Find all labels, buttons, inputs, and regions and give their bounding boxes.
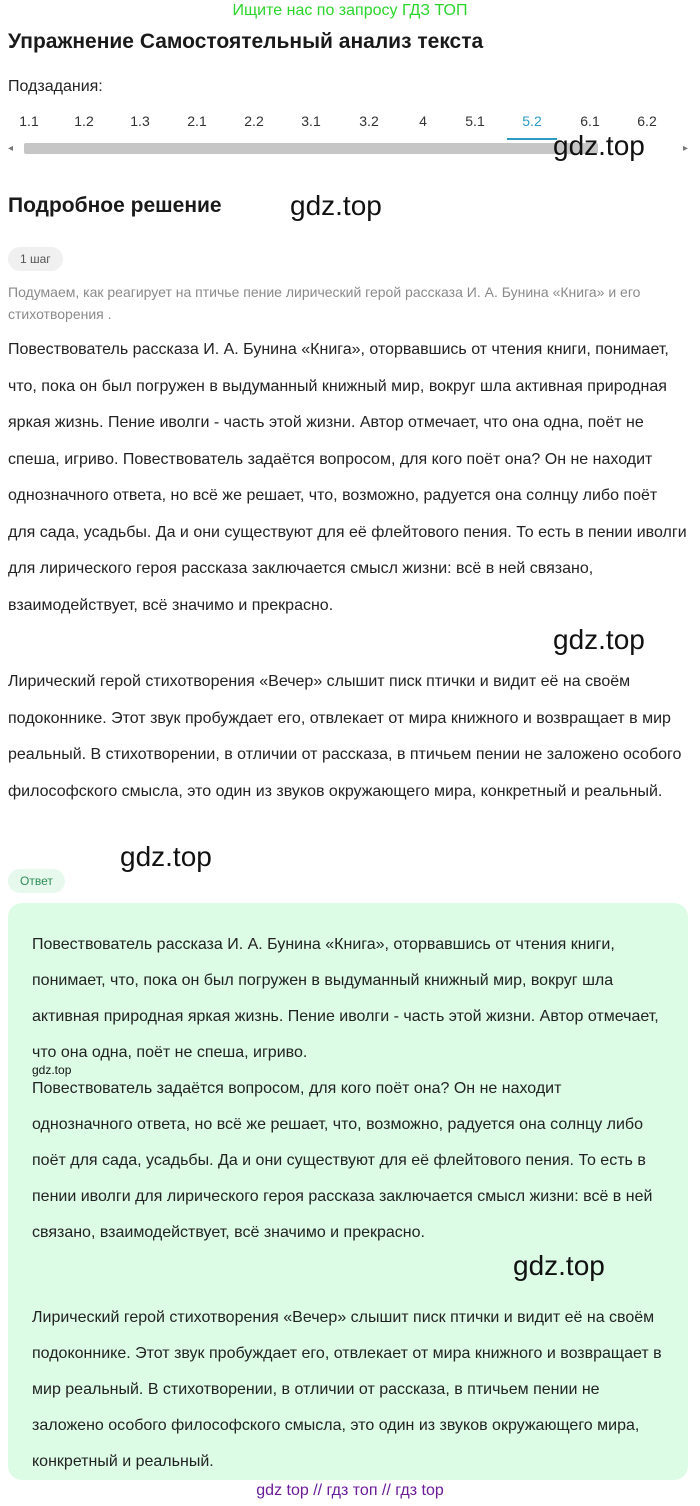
scroll-right-arrow-icon[interactable]: ▸ (682, 143, 688, 154)
tab-3-1[interactable]: 3.1 (301, 113, 321, 129)
tab-1-2[interactable]: 1.2 (74, 113, 94, 129)
tab-4[interactable]: 4 (419, 113, 427, 129)
tab-2-1[interactable]: 2.1 (187, 113, 207, 129)
watermark: gdz.top (120, 841, 212, 872)
tab-2-2[interactable]: 2.2 (244, 113, 264, 129)
watermark: gdz.top (290, 190, 382, 221)
tab-1-3[interactable]: 1.3 (130, 113, 150, 129)
tab-5-1[interactable]: 5.1 (465, 113, 485, 129)
answer-paragraph-1a: Повествователь рассказа И. А. Бунина «Книга», оторвавшись от чтения книги, понимает, что, пока он был погружен в выдуманный книжный мир, вокруг шла активная природная яркая жизнь. Пение иволги - часть этой жизни. Автор отмечает, что она одна, поёт не спеша, игриво. (32, 936, 659, 1061)
watermark-small: gdz.top (32, 1063, 72, 1077)
tab-5-2[interactable]: 5.2 (507, 110, 557, 140)
tab-6-1[interactable]: 6.1 (580, 113, 600, 129)
watermark: gdz.top (513, 1250, 605, 1281)
tab-1-1[interactable]: 1.1 (19, 113, 39, 129)
scroll-left-arrow-icon[interactable]: ◂ (8, 143, 14, 154)
search-banner: Ищите нас по запросу ГДЗ ТОП (232, 2, 468, 19)
subtasks-label: Подзадания: (8, 78, 103, 95)
hint-text: Подумаем, как реагирует на птичье пение лирический герой рассказа И. А. Бунина «Книга» и его стихотворения . (8, 284, 641, 322)
tab-3-2[interactable]: 3.2 (359, 113, 379, 129)
answer-paragraph-2: Лирический герой стихотворения «Вечер» слышит писк птички и видит её на своём подоконнике. Этот звук пробуждает его, отвлекает от мира книжного и возвращает в мир реальный. В стихотворении, в отличии от рассказа, в птичьем пении не заложено особого философского смысла, это один из звуков окружающего мира, конкретный и реальный. (32, 1309, 662, 1470)
step-badge: 1 шаг (8, 247, 63, 271)
solution-paragraph-2: Лирический герой стихотворения «Вечер» слышит писк птички и видит её на своём подоконнике. Этот звук пробуждает его, отвлекает от мира книжного и возвращает в мир реальный. В стихотворении, в отличии от рассказа, в птичьем пении не заложено особого философского смысла, это один из звуков окружающего мира, конкретный и реальный. (8, 673, 682, 800)
solution-paragraph-1: Повествователь рассказа И. А. Бунина «Книга», оторвавшись от чтения книги, понимает, что, пока он был погружен в выдуманный книжный мир, вокруг шла активная природная яркая жизнь. Пение иволги - часть этой жизни. Автор отмечает, что она одна, поёт не спеша, игриво. Повествователь задаётся вопросом, для кого поёт она? Он не находит однозначного ответа, но всё же решает, что, возможно, радуется она солнцу либо поёт для сада, усадьбы. Да и они существуют для её флейтового пения. То есть в пении иволги для лирического героя рассказа заключается смысл жизни: всё в ней связано, взаимодействует, всё значимо и прекрасно. (8, 341, 687, 614)
answer-badge: Ответ (8, 869, 65, 893)
page-title: Упражнение Самостоятельный анализ текста (8, 30, 484, 53)
watermark: gdz.top (553, 624, 645, 655)
watermark: gdz.top (553, 130, 645, 161)
footer-links: gdz top // гдз топ // гдз top (256, 1482, 444, 1499)
answer-paragraph-1b: Повествователь задаётся вопросом, для кого поёт она? Он не находит однозначного ответа, но всё же решает, что, возможно, радуется она солнцу либо поёт для сада, усадьбы. Да и они существуют для её флейтового пения. То есть в пении иволги для лирического героя рассказа заключается смысл жизни: всё в ней связано, взаимодействует, всё значимо и прекрасно. (32, 1080, 653, 1241)
solution-title: Подробное решение (8, 194, 222, 217)
tab-6-2[interactable]: 6.2 (637, 113, 657, 129)
scrollbar-thumb[interactable] (24, 143, 598, 154)
